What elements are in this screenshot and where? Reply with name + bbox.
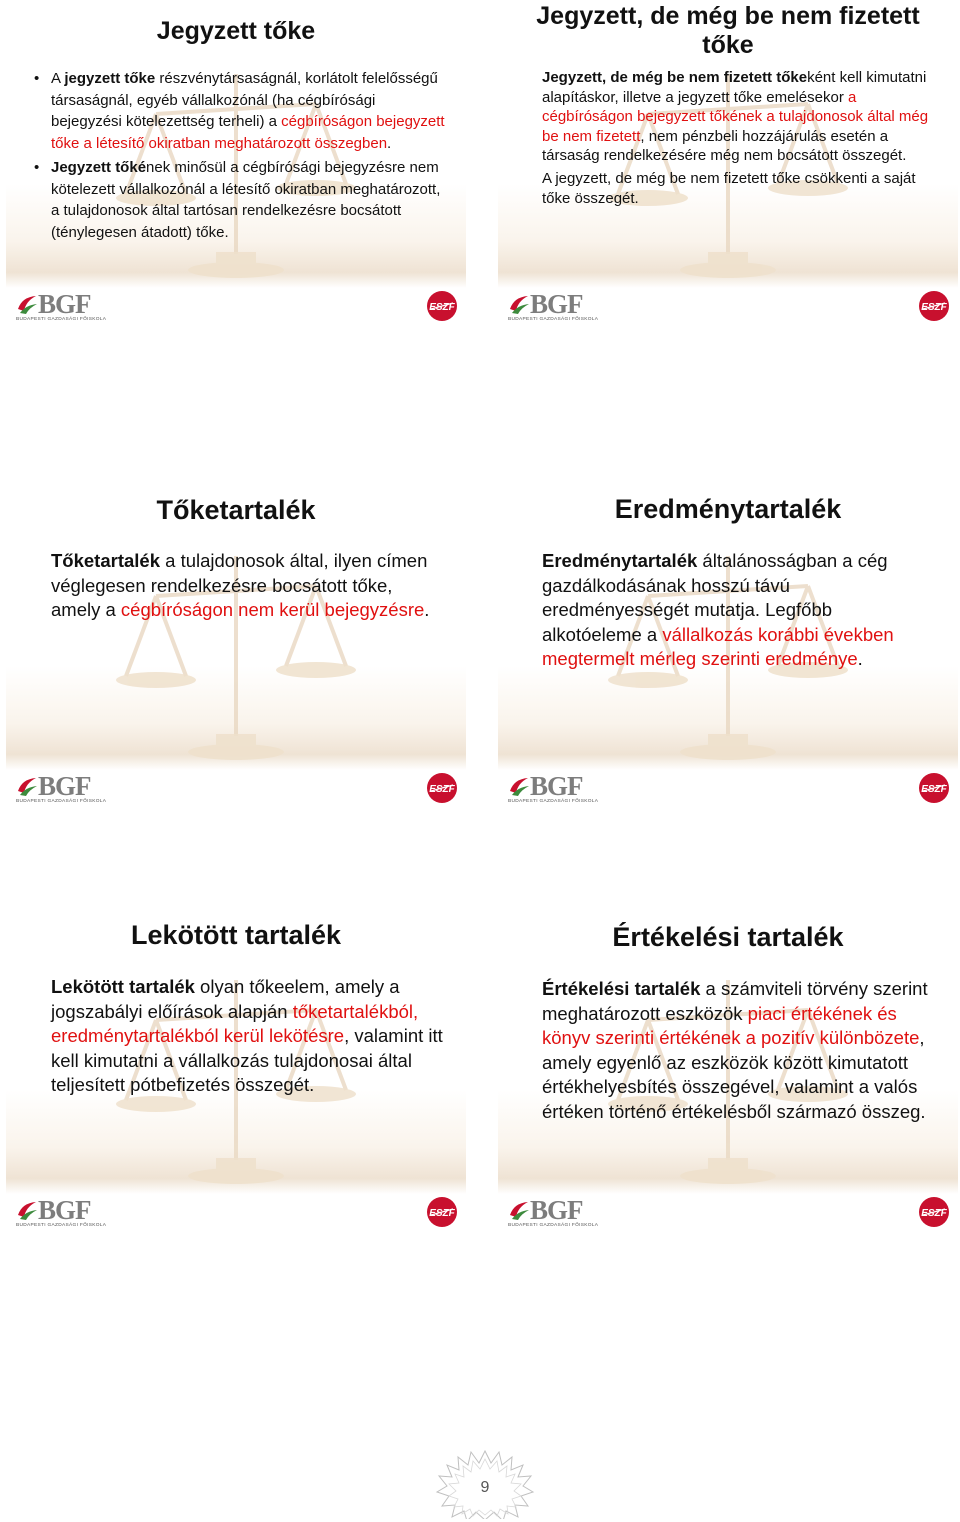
bgf-logo-subtitle: BUDAPESTI GAZDASÁGI FŐISKOLA xyxy=(508,1223,599,1228)
text-run-highlight: piaci értékének és könyv szerinti értékének a pozitív különbözete xyxy=(542,1002,920,1048)
text-run: ként kell kimutatni alapításkor, illetve a jegyzett tőke emelésekor xyxy=(542,69,927,106)
text-run-highlight: a cégbíróságon bejegyzett tőkének a tulajdonosok által még be nem fizetett xyxy=(542,88,929,145)
eszf-logo-icon xyxy=(918,290,950,322)
slide-body xyxy=(542,549,936,672)
logo-bar xyxy=(6,286,466,328)
paragraph xyxy=(542,549,936,672)
eszf-logo-icon xyxy=(426,290,458,322)
text-run: . xyxy=(857,648,863,669)
text-run: a tulajdonosok által, ilyen címen véglegesen rendelkezésre bocsátott tőke, amely a xyxy=(51,550,428,620)
bgf-mark-icon xyxy=(508,775,530,797)
slide-body xyxy=(542,977,936,1124)
text-run-highlight: tőketartalékból, eredménytartalékból kerül lekötésre xyxy=(51,1000,419,1046)
bgf-logo xyxy=(14,1196,106,1232)
slide-ertekelesi-tartalek xyxy=(498,910,958,1234)
bgf-logo xyxy=(506,290,598,326)
text-run: A jegyzett, de még be nem fizetett tőke csökkenti a saját tőke összegét. xyxy=(542,169,916,207)
text-run-highlight: cégbíróságon bejegyzett tőke a létesítő okiratban meghatározott összegben xyxy=(51,113,445,152)
bullet-item xyxy=(34,68,446,154)
slide-eredmenytartalek xyxy=(498,486,958,810)
text-run: , nem pénzbeli hozzájárulás esetén a társaság rendelkezésére még nem bocsátott összegét. xyxy=(542,127,907,165)
text-run-bold: Eredménytartalék xyxy=(542,550,698,571)
slide-body xyxy=(51,549,444,623)
text-run-highlight: vállalkozás korábbi években megtermelt mérleg szerinti eredménye xyxy=(542,623,894,669)
text-run-bold: Lekötött tartalék xyxy=(51,976,195,997)
text-run-highlight: cégbíróságon nem kerül bejegyzésre xyxy=(120,599,425,620)
bgf-logo-subtitle: BUDAPESTI GAZDASÁGI FŐISKOLA xyxy=(16,317,107,322)
paragraph xyxy=(51,975,444,1098)
text-run: általánosságban a cég gazdálkodásának hosszú távú eredményességét mutatja. Legfőbb alkotóeleme a xyxy=(542,550,888,645)
slide-title: Eredménytartalék xyxy=(614,494,842,524)
slide-title: Jegyzett, de még be nem fizetett tőke xyxy=(536,4,920,59)
bgf-logo-subtitle: BUDAPESTI GAZDASÁGI FŐISKOLA xyxy=(16,1223,107,1228)
eszf-logo-icon xyxy=(426,772,458,804)
bgf-mark-icon xyxy=(16,775,38,797)
bgf-logo-text: BGF xyxy=(38,1195,91,1225)
slide-body xyxy=(51,975,444,1098)
bgf-logo-subtitle: BUDAPESTI GAZDASÁGI FŐISKOLA xyxy=(508,317,599,322)
paragraph xyxy=(542,169,936,208)
eszf-logo-text: ESZF xyxy=(429,1208,455,1219)
bgf-mark-icon xyxy=(508,293,530,315)
logo-bar xyxy=(498,1192,958,1234)
slide-title: Lekötött tartalék xyxy=(130,920,342,950)
slide-lekotott-tartalek xyxy=(6,910,466,1234)
text-run: olyan tőkeelem, amely a jogszabályi előírások alapján xyxy=(51,976,400,1022)
bgf-logo xyxy=(14,290,106,326)
eszf-logo-text: ESZF xyxy=(921,784,947,795)
text-run: , valamint itt kell kimutatni a vállalkozás tulajdonosai által teljesített pótbefizetés összegét. xyxy=(51,1025,443,1095)
slide-title: Tőketartalék xyxy=(156,495,316,525)
text-run: . xyxy=(424,599,430,620)
bgf-logo-subtitle: BUDAPESTI GAZDASÁGI FŐISKOLA xyxy=(508,799,599,804)
logo-bar xyxy=(498,286,958,328)
text-run-bold: Értékelési tartalék xyxy=(542,978,701,999)
bgf-logo xyxy=(14,772,106,808)
eszf-logo-icon xyxy=(918,1196,950,1228)
slide-body xyxy=(34,68,446,249)
bullet-dot-icon: • xyxy=(34,70,40,87)
bgf-logo-text: BGF xyxy=(530,289,583,319)
text-run: nek minősül a cégbírósági bejegyzésre nem kötelezett vállalkozónál a létesítő okiratban meghatározott, a tulajdonosok által tartósan rendelkezésre bocsátott (ténylegesen átadott) tőke. xyxy=(51,159,441,241)
slide-body xyxy=(542,68,936,208)
eszf-logo-icon xyxy=(426,1196,458,1228)
text-run: . xyxy=(387,134,392,152)
bullet-item xyxy=(34,157,446,243)
page-number-badge xyxy=(435,1449,535,1519)
text-run-bold: Tőketartalék xyxy=(51,550,160,571)
bullet-dot-icon: • xyxy=(34,159,40,176)
text-run: , amely egyenlő az eszközök között kimutatott értékhelyesbítés összegével, valamint a valós értéken történő értékelésből származó összeg. xyxy=(542,1027,926,1122)
eszf-logo-icon xyxy=(918,772,950,804)
text-run-bold: Jegyzett tőké xyxy=(51,159,147,176)
bgf-logo-text: BGF xyxy=(530,1195,583,1225)
logo-bar xyxy=(6,768,466,810)
logo-bar xyxy=(498,768,958,810)
slide-title: Jegyzett tőke xyxy=(156,17,316,45)
eszf-logo-text: ESZF xyxy=(429,302,455,313)
eszf-logo-text: ESZF xyxy=(921,1208,947,1219)
logo-bar xyxy=(6,1192,466,1234)
text-run-bold: Jegyzett, de még be nem fizetett tőke xyxy=(542,69,808,86)
slide-jegyzett-be-nem-fizetett-toke xyxy=(498,4,958,328)
paragraph xyxy=(542,977,936,1124)
bgf-mark-icon xyxy=(508,1199,530,1221)
text-run-bold: jegyzett tőke xyxy=(64,70,156,87)
text-run: részvénytársaságnál, korlátolt felelősségű társaságnál, egyéb vállalkozónál (ha cégbírósági bejegyzési kötelezettség terheli) a xyxy=(51,70,438,130)
paragraph xyxy=(542,68,936,166)
bgf-logo-text: BGF xyxy=(38,289,91,319)
text-run: a számviteli törvény szerint meghatározott eszközök xyxy=(542,978,928,1024)
eszf-logo-text: ESZF xyxy=(429,784,455,795)
bgf-logo-text: BGF xyxy=(530,771,583,801)
text-run: A xyxy=(51,70,65,87)
paragraph xyxy=(51,549,444,623)
bullet-list xyxy=(34,68,446,243)
slide-toketartalek xyxy=(6,486,466,810)
bgf-mark-icon xyxy=(16,1199,38,1221)
eszf-logo-text: ESZF xyxy=(921,302,947,313)
bgf-logo-text: BGF xyxy=(38,771,91,801)
slide-title: Értékelési tartalék xyxy=(612,922,844,952)
scales-watermark xyxy=(6,486,466,810)
bgf-mark-icon xyxy=(16,293,38,315)
page-number: 9 xyxy=(480,1479,490,1496)
slide-jegyzett-toke xyxy=(6,4,466,328)
bgf-logo xyxy=(506,772,598,808)
bgf-logo-subtitle: BUDAPESTI GAZDASÁGI FŐISKOLA xyxy=(16,799,107,804)
bgf-logo xyxy=(506,1196,598,1232)
